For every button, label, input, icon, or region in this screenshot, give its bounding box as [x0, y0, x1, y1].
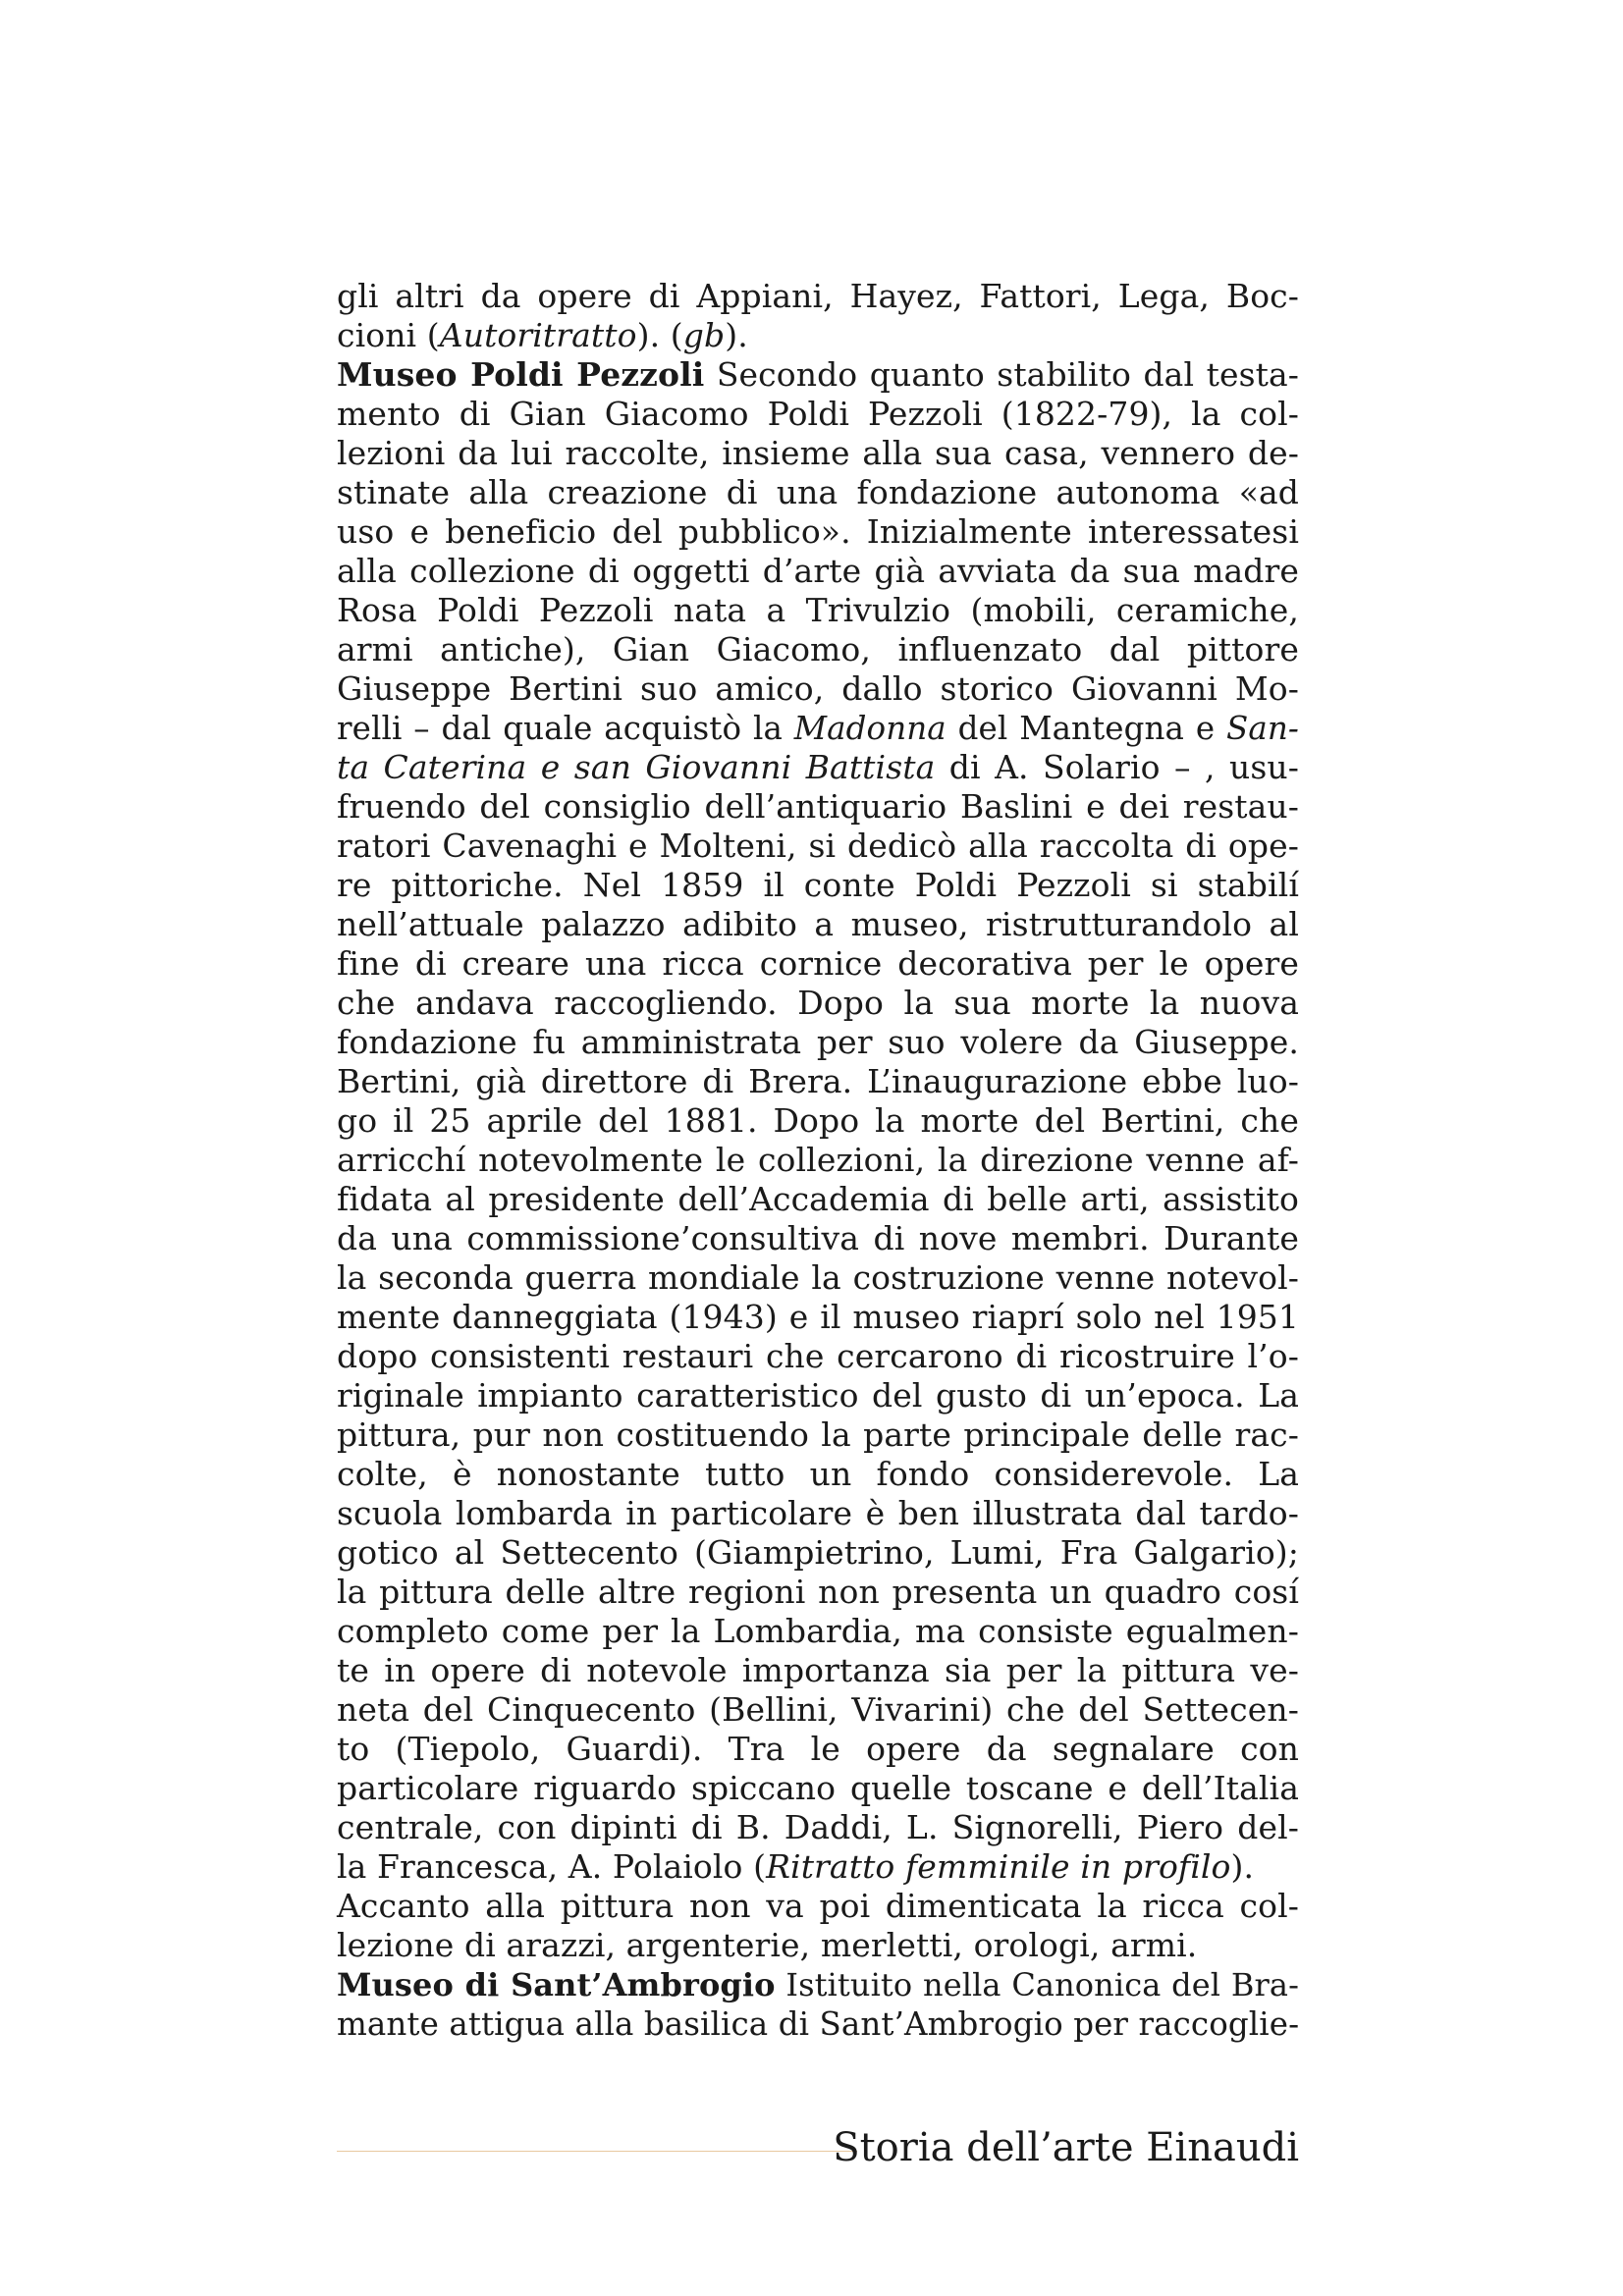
text-line: fine di creare una ricca cornice decorativa per le opere [337, 944, 1299, 983]
text-line: centrale, con dipinti di B. Daddi, L. Signorelli, Piero del- [337, 1808, 1299, 1846]
text-line: la seconda guerra mondiale la costruzione venne notevol- [337, 1258, 1299, 1297]
text-line: lezione di arazzi, argenterie, merletti, orologi, armi. [337, 1926, 1198, 1964]
footer-rule [337, 2151, 857, 2152]
text-line: ratori Cavenaghi e Molteni, si dedicò alla raccolta di ope- [337, 827, 1299, 865]
text-line: scuola lombarda in particolare è ben illustrata dal tardo- [337, 1494, 1299, 1532]
text-line: lezioni da lui raccolte, insieme alla sua casa, vennero de- [337, 434, 1299, 472]
text-line: alla collezione di oggetti d’arte già avviata da sua madre [337, 552, 1299, 590]
text-line: particolare riguardo spiccano quelle toscane e dell’Italia [337, 1769, 1299, 1807]
entry-heading: Museo Poldi Pezzoli [337, 355, 705, 394]
text-line: relli – dal quale acquistò la Madonna del Mantegna e San- [337, 710, 1299, 747]
text-line: colte, è nonostante tutto un fondo considerevole. La [337, 1455, 1299, 1493]
text-line: te in opere di notevole importanza sia per la pittura ve- [337, 1651, 1299, 1689]
text-line: fruendo del consiglio dell’antiquario Baslini e dei restau- [337, 787, 1299, 826]
entry-heading-line: Museo Poldi Pezzoli Secondo quanto stabilito dal testa- [337, 355, 1300, 394]
text-line: ta Caterina e san Giovanni Battista di A. Solario – , usu- [337, 748, 1299, 786]
text-line: to (Tiepolo, Guardi). Tra le opere da segnalare con [337, 1730, 1299, 1768]
text-line: Bertini, già direttore di Brera. L’inaugurazione ebbe luo- [337, 1062, 1299, 1100]
entry-heading-line: Museo di Sant’Ambrogio Istituito nella Canonica del Bra- [337, 1966, 1300, 2003]
text-line: Accanto alla pittura non va poi dimenticata la ricca col- [337, 1887, 1299, 1925]
text-line: fondazione fu amministrata per suo volere da Giuseppe. [337, 1023, 1299, 1061]
body-text [337, 277, 1299, 2044]
text-line: pittura, pur non costituendo la parte principale delle rac- [337, 1415, 1299, 1454]
text-line: Rosa Poldi Pezzoli nata a Trivulzio (mobili, ceramiche, [337, 591, 1299, 629]
text-line: la pittura delle altre regioni non presenta un quadro cosí [337, 1573, 1299, 1611]
text-line: armi antiche), Gian Giacomo, influenzato dal pittore [337, 630, 1299, 668]
text-line: completo come per la Lombardia, ma consiste egualmen- [337, 1612, 1299, 1650]
text-line: mento di Gian Giacomo Poldi Pezzoli (1822-79), la col- [337, 395, 1299, 433]
text-line: gotico al Settecento (Giampietrino, Lumi, Fra Galgario); [337, 1533, 1299, 1572]
text-line: uso e beneficio del pubblico». Inizialmente interessatesi [337, 512, 1299, 551]
text-line: re pittoriche. Nel 1859 il conte Poldi Pezzoli si stabilí [337, 866, 1299, 904]
text-line: mente danneggiata (1943) e il museo riaprí solo nel 1951 [337, 1298, 1299, 1336]
text-line: che andava raccogliendo. Dopo la sua morte la nuova [337, 984, 1299, 1022]
text-line: da una commissione’consultiva di nove membri. Durante [337, 1219, 1299, 1257]
text-line: nell’attuale palazzo adibito a museo, ristrutturandolo al [337, 905, 1299, 943]
text-line: Giuseppe Bertini suo amico, dallo storico Giovanni Mo- [337, 669, 1299, 708]
text-line: arricchí notevolmente le collezioni, la direzione venne af- [337, 1141, 1299, 1179]
text-line: la Francesca, A. Polaiolo (Ritratto femminile in profilo). [337, 1847, 1255, 1886]
text-line: cioni (Autoritratto). (gb). [337, 316, 748, 354]
text-line: go il 25 aprile del 1881. Dopo la morte del Bertini, che [337, 1101, 1299, 1140]
entry-heading: Museo di Sant’Ambrogio [337, 1966, 776, 2003]
footer-title: Storia dell’arte Einaudi [833, 2125, 1299, 2170]
page-footer [337, 2124, 1299, 2171]
text-line: gli altri da opere di Appiani, Hayez, Fattori, Lega, Boc- [337, 277, 1299, 315]
text-line: fidata al presidente dell’Accademia di belle arti, assistito [337, 1180, 1299, 1218]
text-line: mante attigua alla basilica di Sant’Ambrogio per raccoglie- [337, 2005, 1300, 2043]
text-line: riginale impianto caratteristico del gusto di un’epoca. La [337, 1376, 1299, 1415]
text-line: stinate alla creazione di una fondazione autonoma «ad [337, 473, 1299, 511]
text-line: dopo consistenti restauri che cercarono di ricostruire l’o- [337, 1337, 1299, 1375]
text-line: neta del Cinquecento (Bellini, Vivarini) che del Settecen- [337, 1690, 1299, 1729]
